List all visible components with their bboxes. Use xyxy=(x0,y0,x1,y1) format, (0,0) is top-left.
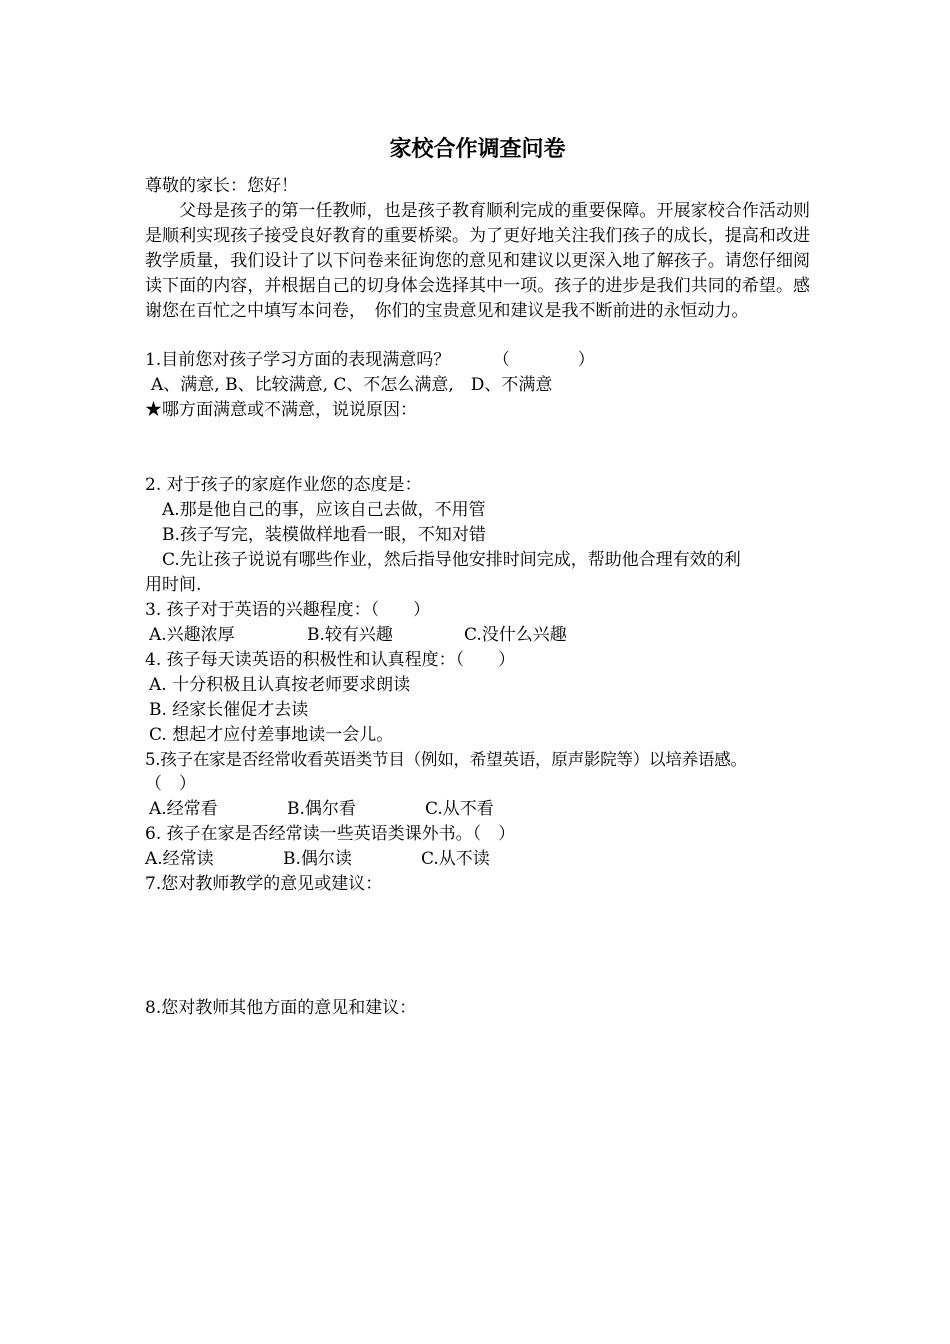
q2-question: 2. 对于孩子的家庭作业您的态度是： xyxy=(145,475,422,495)
q2-option-a: A.那是他自己的事，应该自己去做，不用管 xyxy=(162,500,486,520)
q4-option-a: A. 十分积极且认真按老师要求朗读 xyxy=(149,675,411,695)
q1-options: A、满意, B、比较满意, C、不怎么满意, D、不满意 xyxy=(151,375,553,395)
q5-option-c: C.从不看 xyxy=(425,799,494,819)
intro-paragraph: 父母是孩子的第一任教师，也是孩子教育顺利完成的重要保障。开展家校合作活动则是顺利实现孩子接受良好教育的重要桥梁。为了更好地关注我们孩子的成长，提高和改进教学质量，我们设计了以下问卷来征询您的意见和建议以更深入地了解孩子。请您仔细阅读下面的内容，并根据自己的切身体会选择其中一项。孩子的进步是我们共同的希望。感谢您在百忙之中填写本问卷， 你们的宝贵意见和建议是我不断前进的永恒动力。 xyxy=(145,201,810,321)
q1-reason-prompt: ★哪方面满意或不满意，说说原因： xyxy=(145,400,417,420)
q7-question: 7.您对教师教学的意见或建议： xyxy=(145,874,383,894)
q2-option-c-line2: 用时间. xyxy=(145,575,202,595)
q2-option-c-line1: C.先让孩子说说有哪些作业，然后指导他安排时间完成，帮助他合理有效的利 xyxy=(162,550,741,570)
q5-answer-paren: （ ） xyxy=(145,774,196,794)
q7-answer-area[interactable] xyxy=(145,898,810,994)
page-title: 家校合作调查问卷 xyxy=(389,136,566,162)
q6-question: 6. 孩子在家是否经常读一些英语类课外书。（ ） xyxy=(145,824,516,844)
q3-options xyxy=(149,623,567,647)
q6-option-b: B.偶尔读 xyxy=(283,849,352,869)
greeting: 尊敬的家长：您好！ xyxy=(145,176,298,196)
q5-question: 5.孩子在家是否经常收看英语类节目（例如，希望英语，原声影院等）以培养语感。 xyxy=(145,750,747,769)
q6-options xyxy=(145,847,490,871)
q4-option-c: C. 想起才应付差事地读一会儿。 xyxy=(149,725,394,745)
q3-option-a: A.兴趣浓厚 xyxy=(149,625,235,645)
q3-option-c: C.没什么兴趣 xyxy=(464,625,567,645)
q1-question: 1.目前您对孩子学习方面的表现满意吗？ （ ） xyxy=(145,350,595,370)
q8-answer-area[interactable] xyxy=(145,1022,810,1222)
q3-option-b: B.较有兴趣 xyxy=(307,625,393,645)
q3-question: 3. 孩子对于英语的兴趣程度：（ ） xyxy=(145,600,431,620)
q8-question: 8.您对教师其他方面的意见和建议： xyxy=(145,998,417,1018)
q6-option-a: A.经常读 xyxy=(145,849,214,869)
q2-option-b: B.孩子写完，装模做样地看一眼，不知对错 xyxy=(162,525,486,545)
q1-answer-area[interactable] xyxy=(145,424,810,472)
q6-option-c: C.从不读 xyxy=(421,849,490,869)
q5-option-b: B.偶尔看 xyxy=(287,799,356,819)
q5-options xyxy=(149,797,494,821)
q4-option-b: B. 经家长催促才去读 xyxy=(149,700,309,720)
q4-question: 4. 孩子每天读英语的积极性和认真程度：（ ） xyxy=(145,650,516,670)
q5-option-a: A.经常看 xyxy=(149,799,218,819)
